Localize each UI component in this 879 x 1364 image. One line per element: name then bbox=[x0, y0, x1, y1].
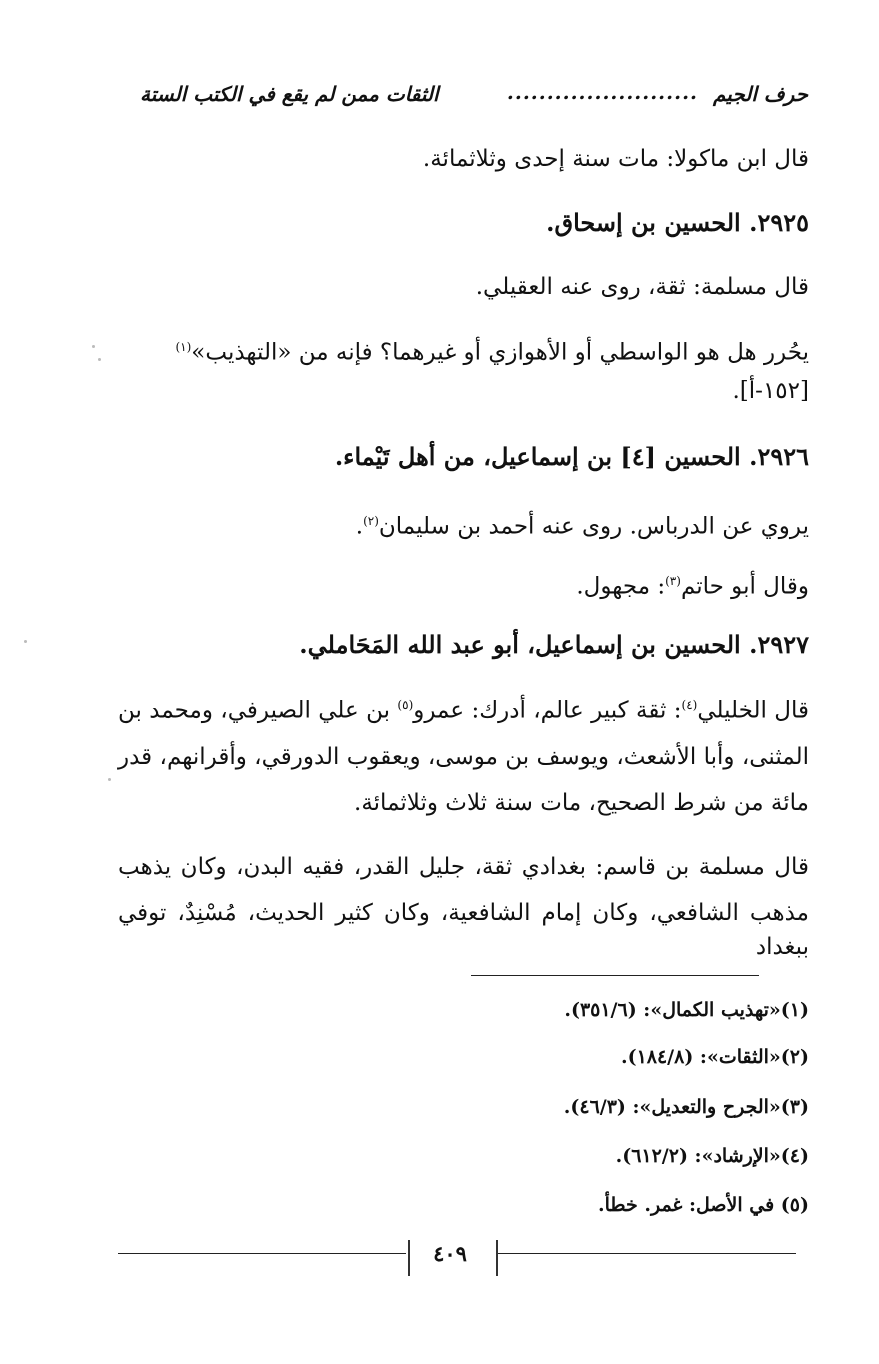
text-span: بن علي الصيرفي، ومحمد بن bbox=[118, 697, 398, 724]
para-line: مذهب الشافعي، وكان إمام الشافعية، وكان كثير الحديث، مُسْنِدٌ، توفي ببغداد bbox=[118, 900, 809, 960]
para-line: مائة من شرط الصحيح، مات سنة ثلاث وثلاثمائة. bbox=[354, 789, 809, 816]
scan-speck bbox=[92, 345, 95, 348]
text-line: [١٥٢-أ]. bbox=[732, 378, 809, 404]
para-line: المثنى، وأبا الأشعث، ويوسف بن موسى، ويعقوب الدورقي، وأقرانهم، قدر bbox=[118, 743, 809, 770]
footnote-4: (٤)«الإرشاد»: (٦١٢/٢). bbox=[615, 1145, 809, 1167]
text-span: قال الخليلي bbox=[697, 697, 810, 724]
scan-speck bbox=[24, 640, 27, 643]
footnote-3: (٣)«الجرح والتعديل»: (٤٦/٣). bbox=[563, 1096, 809, 1118]
header-dots: ........................ bbox=[506, 80, 698, 104]
bottom-rule-right bbox=[496, 1253, 796, 1254]
footnote-ref: (٣) bbox=[665, 574, 681, 588]
footnote-ref: (١) bbox=[175, 340, 192, 354]
header-book-title: الثقات ممن لم يقع في الكتب الستة bbox=[140, 82, 439, 106]
para-line: قال مسلمة بن قاسم: بغدادي ثقة، جليل القدر، فقيه البدن، وكان يذهب bbox=[118, 854, 809, 880]
para-line bbox=[118, 688, 809, 728]
entry-heading-2925: ٢٩٢٥. الحسين بن إسحاق. bbox=[546, 208, 809, 237]
header-chapter: حرف الجيم bbox=[713, 82, 808, 106]
footnote-2: (٢)«الثقات»: (١٨٤/٨). bbox=[620, 1046, 809, 1068]
page-number: ٤٠٩ bbox=[433, 1241, 467, 1266]
footnote-ref: (٤) bbox=[681, 698, 698, 712]
paragraph bbox=[118, 850, 809, 964]
text-span: يحُرر هل هو الواسطي أو الأهوازي أو غيرهما؟ فإنه من «التهذيب» bbox=[191, 339, 809, 366]
entry-heading-2926: ٢٩٢٦. الحسين [٤] بن إسماعيل، من أهل تَيْماء. bbox=[334, 442, 809, 471]
footnote-5: (٥) في الأصل: غمر. خطأ. bbox=[598, 1194, 809, 1216]
bottom-rule-left bbox=[118, 1253, 406, 1254]
text-line bbox=[356, 504, 809, 544]
text-span: وقال أبو حاتم bbox=[680, 573, 809, 600]
text-line: قال ابن ماكولا: مات سنة إحدى وثلاثمائة. bbox=[422, 146, 809, 172]
paragraph bbox=[118, 688, 809, 820]
running-header bbox=[140, 82, 808, 116]
text-line bbox=[576, 564, 809, 604]
text-line: قال مسلمة: ثقة، روى عنه العقيلي. bbox=[475, 274, 809, 300]
footnote-ref: (٢) bbox=[363, 514, 379, 528]
text-span: : مجهول. bbox=[576, 573, 666, 600]
entry-heading-2927: ٢٩٢٧. الحسين بن إسماعيل، أبو عبد الله المَحَاملي. bbox=[299, 630, 809, 659]
text-span: . bbox=[355, 513, 364, 540]
footnote-ref: (٥) bbox=[397, 698, 414, 712]
scan-speck bbox=[108, 778, 111, 781]
footnote-1: (١)«تهذيب الكمال»: (٣٥١/٦). bbox=[564, 999, 809, 1021]
text-span: يروي عن الدرباس. روى عنه أحمد بن سليمان bbox=[378, 513, 809, 540]
scan-speck bbox=[98, 358, 101, 361]
footnote-separator bbox=[471, 975, 759, 976]
text-line bbox=[175, 330, 809, 370]
text-span: : ثقة كبير عالم، أدرك: عمرو bbox=[413, 697, 682, 724]
